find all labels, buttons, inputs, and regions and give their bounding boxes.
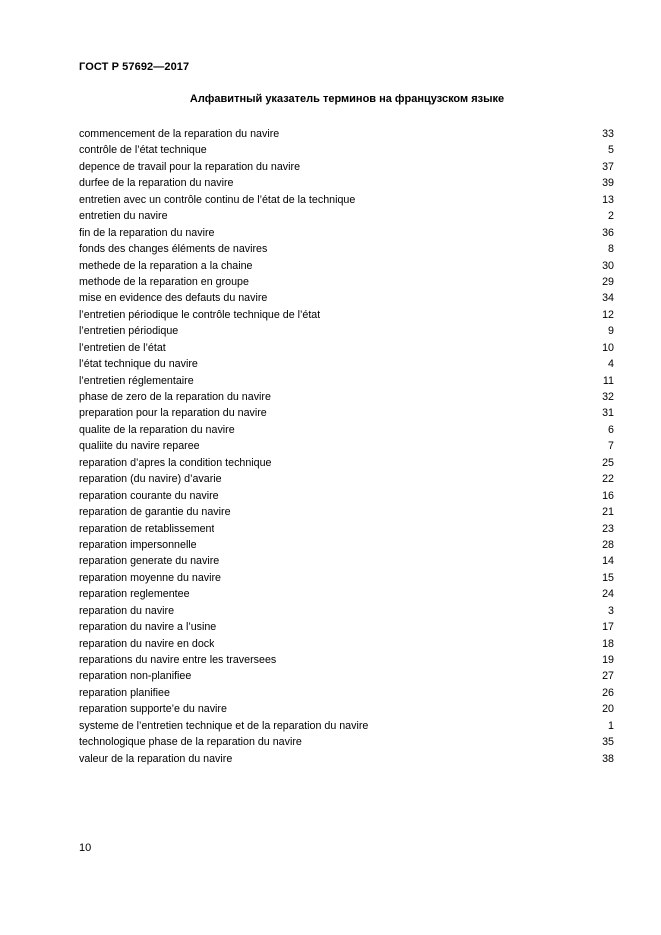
- index-entry-term: reparation d’apres la condition technique: [79, 456, 272, 469]
- term-index-list: [79, 126, 614, 767]
- index-entry: [79, 422, 614, 438]
- index-entry-number: 37: [602, 160, 614, 173]
- index-entry: [79, 685, 614, 701]
- index-entry-number: 16: [602, 489, 614, 502]
- index-entry: [79, 570, 614, 586]
- index-entry: [79, 175, 614, 191]
- index-entry-term: methede de la reparation a la chaine: [79, 259, 253, 272]
- index-entry-term: qualiite du navire reparee: [79, 440, 200, 453]
- index-entry: [79, 389, 614, 405]
- index-entry: [79, 405, 614, 421]
- index-entry-number: 30: [602, 259, 614, 272]
- index-entry-number: 19: [602, 654, 614, 666]
- index-entry-term: reparation impersonnelle: [79, 538, 197, 551]
- index-entry-term: reparation du navire: [79, 604, 175, 617]
- index-entry-term: phase de zero de la reparation du navire: [79, 391, 271, 403]
- index-entry-number: 27: [602, 670, 614, 683]
- index-entry-number: 26: [602, 686, 614, 699]
- index-entry-number: 4: [608, 358, 614, 371]
- index-entry-number: 6: [608, 423, 614, 436]
- index-entry: [79, 323, 614, 339]
- index-entry: [79, 701, 614, 717]
- index-entry: [79, 636, 614, 652]
- index-entry-term: systeme de l’entretien technique et de la reparation du navire: [79, 719, 369, 732]
- index-entry-number: 22: [602, 473, 614, 486]
- index-entry-number: 34: [602, 292, 614, 305]
- index-entry: [79, 159, 614, 175]
- index-entry-term: reparation moyenne du navire: [79, 571, 221, 584]
- index-entry-term: contrôle de l’état technique: [79, 144, 207, 157]
- index-entry-term: fin de la reparation du navire: [79, 226, 215, 239]
- index-entry-term: mise en evidence des defauts du navire: [79, 292, 268, 305]
- index-entry-number: 14: [602, 555, 614, 568]
- index-entry-number: 25: [602, 456, 614, 469]
- index-entry: [79, 537, 614, 553]
- index-entry: [79, 471, 614, 487]
- index-entry-term: reparation de garantie du navire: [79, 506, 231, 519]
- index-entry-term: valeur de la reparation du navire: [79, 752, 233, 765]
- index-entry: [79, 553, 614, 569]
- index-entry-term: depence de travail pour la reparation du navire: [79, 160, 301, 173]
- standard-header: ГОСТ Р 57692—2017: [79, 61, 190, 73]
- index-entry-number: 15: [602, 571, 614, 584]
- index-entry-term: commencement de la reparation du navire: [79, 128, 280, 140]
- index-entry: [79, 274, 614, 290]
- index-entry-term: methode de la reparation en groupe: [79, 275, 249, 288]
- index-entry: [79, 307, 614, 323]
- index-entry-term: reparation reglementee: [79, 588, 190, 601]
- index-entry-number: 32: [602, 391, 614, 403]
- index-entry-term: technologique phase de la reparation du navire: [79, 736, 302, 749]
- index-entry-term: entretien du navire: [79, 210, 168, 223]
- page-number: 10: [79, 842, 92, 854]
- index-entry: [79, 438, 614, 454]
- index-entry: [79, 668, 614, 684]
- index-entry-number: 38: [602, 752, 614, 765]
- index-entry: [79, 192, 614, 208]
- index-entry-number: 11: [602, 374, 614, 387]
- index-entry: [79, 126, 614, 142]
- index-entry: [79, 718, 614, 734]
- index-entry: [79, 504, 614, 520]
- index-entry-term: l’entretien périodique le contrôle technique de l’état: [79, 308, 321, 321]
- index-entry: [79, 225, 614, 241]
- index-entry: [79, 521, 614, 537]
- index-entry: [79, 751, 614, 767]
- index-entry-number: 17: [602, 621, 614, 634]
- index-entry-number: 39: [602, 177, 614, 190]
- index-entry-number: 29: [602, 275, 614, 288]
- index-entry-number: 24: [602, 588, 614, 601]
- index-entry-number: 13: [602, 193, 614, 206]
- index-entry-number: 10: [602, 341, 614, 354]
- index-entry-number: 28: [602, 538, 614, 551]
- index-entry-number: 9: [608, 325, 614, 338]
- index-entry: [79, 241, 614, 257]
- index-entry: [79, 373, 614, 389]
- index-entry-number: 3: [608, 604, 614, 617]
- index-entry: [79, 734, 614, 750]
- index-entry-number: 12: [602, 308, 614, 321]
- index-entry-number: 5: [608, 144, 614, 157]
- index-entry: [79, 340, 614, 356]
- index-entry: [79, 455, 614, 471]
- index-entry-number: 18: [602, 637, 614, 650]
- index-entry-term: reparation generate du navire: [79, 555, 220, 568]
- index-entry-term: entretien avec un contrôle continu de l’état de la technique: [79, 193, 356, 206]
- index-entry-term: qualite de la reparation du navire: [79, 423, 235, 436]
- index-entry-term: l’entretien de l’état: [79, 341, 166, 354]
- index-entry-number: 1: [608, 719, 614, 732]
- index-entry: [79, 258, 614, 274]
- index-entry-term: reparation supporte’e du navire: [79, 703, 227, 716]
- index-entry-number: 23: [602, 522, 614, 535]
- index-entry-term: l’état technique du navire: [79, 358, 198, 371]
- index-entry-number: 2: [608, 210, 614, 223]
- index-entry-term: reparation courante du navire: [79, 489, 219, 502]
- index-entry: [79, 586, 614, 602]
- index-entry: [79, 290, 614, 306]
- index-entry-term: reparation du navire en dock: [79, 637, 215, 650]
- index-entry-term: reparation du navire a l’usine: [79, 621, 217, 634]
- index-entry: [79, 619, 614, 635]
- index-entry-number: 7: [608, 440, 614, 453]
- index-entry-term: reparations du navire entre les traversees: [79, 654, 277, 666]
- index-entry: [79, 488, 614, 504]
- index-entry-term: reparation de retablissement: [79, 522, 215, 535]
- index-entry: [79, 208, 614, 224]
- index-entry-term: l’entretien réglementaire: [79, 374, 194, 387]
- index-entry-term: reparation (du navire) d’avarie: [79, 473, 222, 486]
- index-entry-term: preparation pour la reparation du navire: [79, 407, 267, 420]
- index-entry-term: reparation planifiee: [79, 686, 170, 699]
- index-entry-number: 21: [602, 506, 614, 519]
- index-entry-term: reparation non-planifiee: [79, 670, 192, 683]
- index-entry: [79, 142, 614, 158]
- index-title: Алфавитный указатель терминов на французском языке: [189, 93, 505, 105]
- index-entry: [79, 356, 614, 372]
- index-entry: [79, 603, 614, 619]
- index-entry-number: 36: [602, 226, 614, 239]
- index-entry-number: 35: [602, 736, 614, 749]
- index-entry-number: 20: [602, 703, 614, 716]
- index-entry-number: 31: [602, 407, 614, 420]
- index-entry-number: 8: [608, 243, 614, 256]
- index-entry-number: 33: [602, 128, 614, 140]
- index-entry-term: fonds des changes éléments de navires: [79, 243, 268, 256]
- index-entry: [79, 652, 614, 668]
- index-entry-term: durfee de la reparation du navire: [79, 177, 234, 190]
- index-entry-term: l’entretien périodique: [79, 325, 179, 338]
